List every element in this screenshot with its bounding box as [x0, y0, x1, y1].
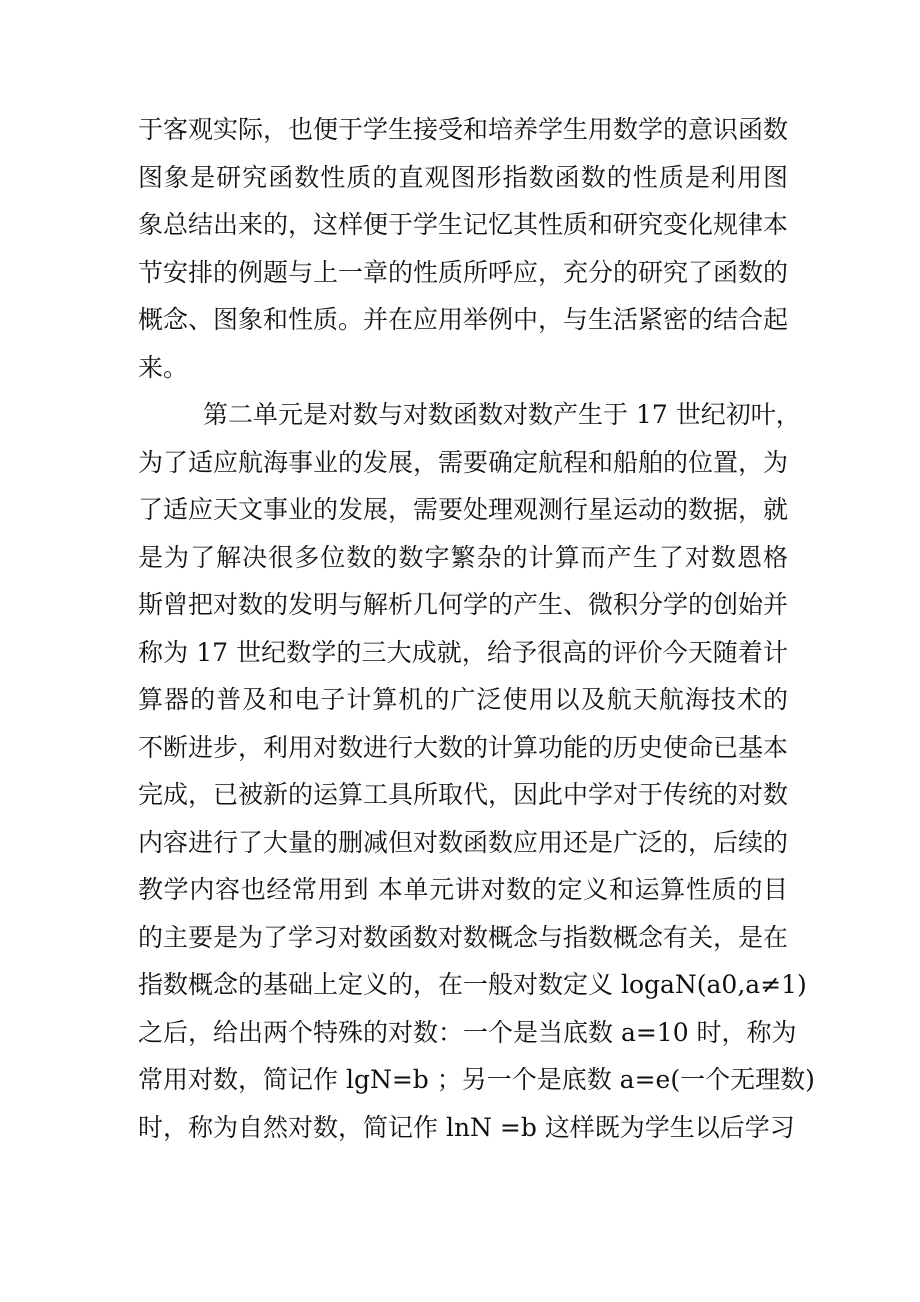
- text-line: 不断进步，利用对数进行大数的计算功能的历史使命已基本: [138, 732, 789, 762]
- text-line: 为了适应航海事业的发展，需要确定航程和船舶的位置，为: [138, 447, 789, 477]
- text-line: 斯曾把对数的发明与解析几何学的产生、微积分学的创始并: [138, 590, 789, 619]
- text-line: 完成，已被新的运算工具所取代，因此中学对于传统的对数: [138, 780, 789, 809]
- text-line: 算器的普及和电子计算机的广泛使用以及航天航海技术的: [138, 685, 788, 714]
- text-line: 象总结出来的，这样便于学生记忆其性质和研究变化规律本: [138, 210, 789, 239]
- text-line: 指数概念的基础上定义的，在一般对数定义 logaN(a0,a≠1): [138, 970, 807, 999]
- text-line: 的主要是为了学习对数函数对数概念与指数概念有关，是在: [138, 922, 789, 952]
- text-line: 来。: [138, 352, 189, 382]
- text-line: 常用对数，简记作 lgN=b ；另一个是底数 a=e(一个无理数): [138, 1065, 815, 1094]
- text-line: 第二单元是对数与对数函数对数产生于 17 世纪初叶，: [203, 400, 801, 429]
- text-line: 了适应天文事业的发展，需要处理观测行星运动的数据，就: [138, 495, 789, 524]
- text-line: 时，称为自然对数，简记作 lnN =b 这样既为学生以后学习: [138, 1112, 795, 1142]
- text-line: 于客观实际，也便于学生接受和培养学生用数学的意识函数: [138, 115, 789, 144]
- text-line: 图象是研究函数性质的直观图形指数函数的性质是利用图: [138, 162, 788, 192]
- text-line: 教学内容也经常用到 本单元讲对数的定义和运算性质的目: [138, 875, 788, 904]
- text-line: 概念、图象和性质。并在应用举例中，与生活紧密的结合起: [138, 305, 789, 334]
- text-line: 是为了解决很多位数的数字繁杂的计算而产生了对数恩格: [138, 542, 788, 572]
- body-text: [138, 106, 815, 1151]
- text-line: 内容进行了大量的删减但对数函数应用还是广泛的，后续的: [138, 827, 789, 857]
- text-line: 之后，给出两个特殊的对数：一个是当底数 a=10 时，称为: [138, 1017, 797, 1047]
- text-line: 节安排的例题与上一章的性质所呼应，充分的研究了函数的: [138, 257, 789, 287]
- text-line: 称为 17 世纪数学的三大成就，给予很高的评价今天随着计: [138, 637, 788, 667]
